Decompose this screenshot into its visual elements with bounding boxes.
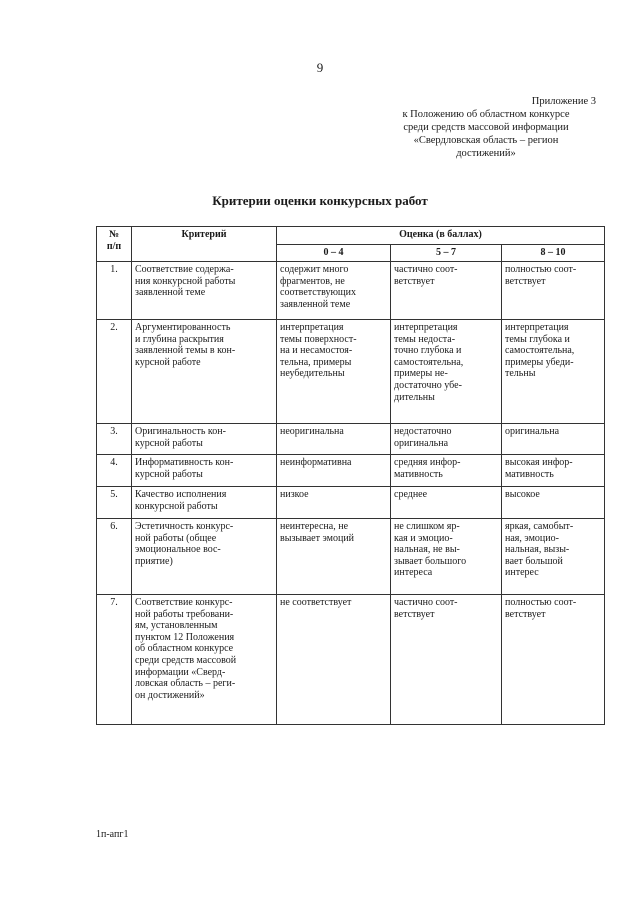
criterion-cell: Аргументированность и глубина раскрытия заявленной темы в кон- курсной работе: [132, 320, 277, 424]
header-row: [97, 227, 605, 245]
page-number: 9: [316, 60, 324, 75]
score-high-cell: высокая инфор- мативность: [502, 455, 605, 487]
header-range: 5 – 7: [391, 244, 502, 262]
document-title: Критерии оценки конкурсных работ: [212, 193, 428, 208]
score-low-cell: неоригинальна: [277, 424, 391, 455]
row-number: 2.: [97, 320, 132, 424]
score-low-cell: низкое: [277, 487, 391, 519]
criterion-cell: Эстетичность конкурс- ной работы (общее эмоциональное вос- приятие): [132, 519, 277, 595]
row-number: 6.: [97, 519, 132, 595]
table-row: [97, 320, 605, 424]
score-low-cell: содержит много фрагментов, не соответствующих заявленной теме: [277, 262, 391, 320]
header-score-group: Оценка (в баллах): [277, 227, 605, 245]
score-mid-cell: интерпретация темы недоста- точно глубока и самостоятельна, примеры не- достаточно убе- дительны: [391, 320, 502, 424]
score-mid-cell: средняя инфор- мативность: [391, 455, 502, 487]
score-high-cell: интерпретация темы глубока и самостоятельна, примеры убеди- тельны: [502, 320, 605, 424]
score-low-cell: неинтересна, не вызывает эмоций: [277, 519, 391, 595]
header-range: 8 – 10: [502, 244, 605, 262]
row-number: 3.: [97, 424, 132, 455]
score-mid-cell: недостаточно оригинальна: [391, 424, 502, 455]
score-low-cell: не соответствует: [277, 595, 391, 725]
criterion-cell: Соответствие конкурс- ной работы требовани- ям, установленным пунктом 12 Положения об областном конкурсе среди средств массовой информации «Сверд- ловская область – реги- он достижений»: [132, 595, 277, 725]
score-high-cell: полностью соот- ветствует: [502, 262, 605, 320]
appendix-line: «Свердловская область – регион: [413, 135, 559, 146]
row-number: 7.: [97, 595, 132, 725]
row-number: 4.: [97, 455, 132, 487]
score-high-cell: высокое: [502, 487, 605, 519]
appendix-line: Приложение 3: [531, 96, 596, 107]
appendix-note: [376, 95, 596, 160]
table-row: [97, 487, 605, 519]
score-mid-cell: среднее: [391, 487, 502, 519]
score-high-cell: оригинальна: [502, 424, 605, 455]
criteria-table: [96, 226, 605, 725]
header-range: 0 – 4: [277, 244, 391, 262]
appendix-line: к Положению об областном конкурсе: [402, 109, 570, 120]
header-criterion: Критерий: [132, 227, 277, 262]
score-low-cell: неинформативна: [277, 455, 391, 487]
criterion-cell: Соответствие содержа- ния конкурсной работы заявленной теме: [132, 262, 277, 320]
table-row: [97, 424, 605, 455]
criterion-cell: Качество исполнения конкурсной работы: [132, 487, 277, 519]
table-row: [97, 595, 605, 725]
table-row: [97, 262, 605, 320]
row-number: 5.: [97, 487, 132, 519]
score-high-cell: яркая, самобыт- ная, эмоцио- нальная, вызы- вает большой интерес: [502, 519, 605, 595]
table-row: [97, 455, 605, 487]
score-low-cell: интерпретация темы поверхност- на и несамостоя- тельна, примеры неубедительны: [277, 320, 391, 424]
score-mid-cell: частично соот- ветствует: [391, 595, 502, 725]
table-row: [97, 519, 605, 595]
header-num: № п/п: [97, 227, 132, 262]
score-mid-cell: не слишком яр- кая и эмоцио- нальная, не вы- зывает большого интереса: [391, 519, 502, 595]
criterion-cell: Информативность кон- курсной работы: [132, 455, 277, 487]
footer-code: 1п-апг1: [96, 829, 129, 840]
row-number: 1.: [97, 262, 132, 320]
criterion-cell: Оригинальность кон- курсной работы: [132, 424, 277, 455]
score-high-cell: полностью соот- ветствует: [502, 595, 605, 725]
appendix-line: среди средств массовой информации: [403, 122, 569, 133]
score-mid-cell: частично соот- ветствует: [391, 262, 502, 320]
appendix-line: достижений»: [456, 148, 516, 159]
